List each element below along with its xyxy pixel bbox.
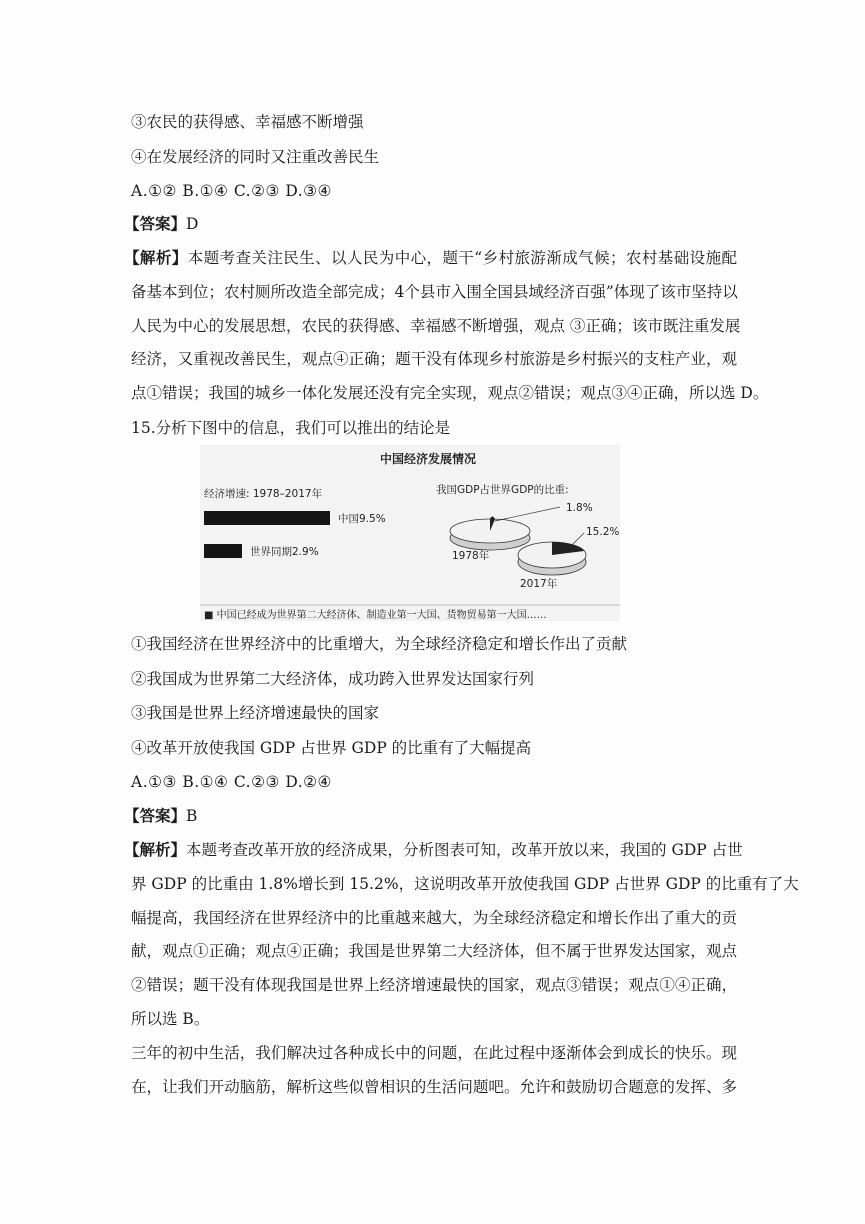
world-growth-label: 世界同期2.9% xyxy=(250,546,319,558)
q15-answer xyxy=(124,806,197,826)
gdp-share-label: 我国GDP占世界GDP的比重: xyxy=(436,484,569,496)
answer-value: B xyxy=(186,807,198,825)
economy-figure xyxy=(200,445,620,621)
q15-analysis xyxy=(124,833,799,1037)
q15-option-1: ①我国经济在世界经济中的比重增大，为全球经济稳定和增长作出了贡献 xyxy=(131,635,628,653)
section-intro xyxy=(131,1037,737,1105)
china-growth-bar xyxy=(204,511,330,525)
pie-2017 xyxy=(518,542,586,575)
growth-label: 经济增速: 1978–2017年 xyxy=(204,488,323,500)
analysis-line: 点①错误；我国的城乡一体化发展还没有完全实现，观点②错误；观点③④正确，所以选 D。 xyxy=(131,384,769,403)
china-growth-label: 中国9.5% xyxy=(338,513,386,525)
economy-figure-svg xyxy=(200,445,620,621)
analysis-text: 本题考查改革开放的经济成果，分析图表可知，改革开放以来，我国的 GDP 占世 xyxy=(186,841,743,859)
analysis-line xyxy=(124,241,737,276)
analysis-text: 本题考查关注民生、以人民为中心，题干“乡村旅游渐成气候；农村基础设施配 xyxy=(187,249,737,267)
world-growth-bar xyxy=(204,544,242,558)
analysis-label: 【解析】 xyxy=(124,840,187,859)
q14-option-4: ④在发展经济的同时又注重改善民生 xyxy=(131,148,380,166)
year-1978-label: 1978年 xyxy=(452,550,490,562)
analysis-line: 备基本到位；农村厕所改造全部完成；4个县市入围全国县域经济百强”体现了该市坚持以 xyxy=(131,282,738,301)
pie-1978 xyxy=(450,516,530,550)
analysis-line xyxy=(124,833,743,868)
leader-line-2017 xyxy=(572,533,584,545)
year-2017-label: 2017年 xyxy=(520,578,558,590)
q14-option-3: ③农民的获得感、幸福感不断增强 xyxy=(131,113,364,131)
intro-line: 三年的初中生活，我们解决过各种成长中的问题，在此过程中逐渐体会到成长的快乐。现 xyxy=(131,1044,737,1062)
q14-analysis xyxy=(124,241,769,411)
share-1978-label: 1.8% xyxy=(566,502,593,514)
figure-title: 中国经济发展情况 xyxy=(380,452,477,466)
analysis-line: ②错误；题干没有体现我国是世界上经济增速最快的国家，观点③错误；观点①④正确， xyxy=(131,976,737,995)
intro-line: 在，让我们开动脑筋，解析这些似曾相识的生活问题吧。允许和鼓励切合题意的发挥、多 xyxy=(131,1077,737,1096)
q15-stem: 15.分析下图中的信息，我们可以推出的结论是 xyxy=(131,419,451,437)
q14-answer xyxy=(124,214,198,234)
analysis-line: 界 GDP 的比重由 1.8%增长到 15.2%，这说明改革开放使我国 GDP 占世界 GDP 的比重有了大 xyxy=(131,874,799,893)
q15-choices: A.①③ B.①④ C.②③ D.②④ xyxy=(131,773,332,791)
analysis-line: 献，观点①正确；观点④正确；我国是世界第二大经济体，但不属于世界发达国家，观点 xyxy=(131,942,737,961)
analysis-line: 幅提高，我国经济在世界经济中的比重越来越大，为全球经济稳定和增长作出了重大的贡 xyxy=(131,908,737,927)
share-2017-label: 15.2% xyxy=(586,526,620,538)
q15-option-3: ③我国是世界上经济增速最快的国家 xyxy=(131,704,380,722)
analysis-line: 所以选 B。 xyxy=(131,1009,210,1028)
analysis-line: 人民为中心的发展思想，农民的获得感、幸福感不断增强，观点 ③正确；该市既注重发展 xyxy=(131,316,741,335)
answer-label: 【答案】 xyxy=(124,806,187,825)
leader-line-1978 xyxy=(495,507,560,521)
answer-value: D xyxy=(186,215,199,233)
q15-option-2: ②我国成为世界第二大经济体，成功跨入世界发达国家行列 xyxy=(131,670,535,688)
figure-footer: ■ 中国已经成为世界第二大经济体、制造业第一大国、货物贸易第一大国…… xyxy=(204,610,547,621)
q14-choices: A.①② B.①④ C.②③ D.③④ xyxy=(131,182,332,200)
answer-label: 【答案】 xyxy=(124,214,187,233)
analysis-line: 经济，又重视改善民生，观点④正确；题干没有体现乡村旅游是乡村振兴的支柱产业，观 xyxy=(131,350,737,369)
q15-option-4: ④改革开放使我国 GDP 占世界 GDP 的比重有了大幅提高 xyxy=(131,739,532,757)
analysis-label: 【解析】 xyxy=(124,248,188,267)
